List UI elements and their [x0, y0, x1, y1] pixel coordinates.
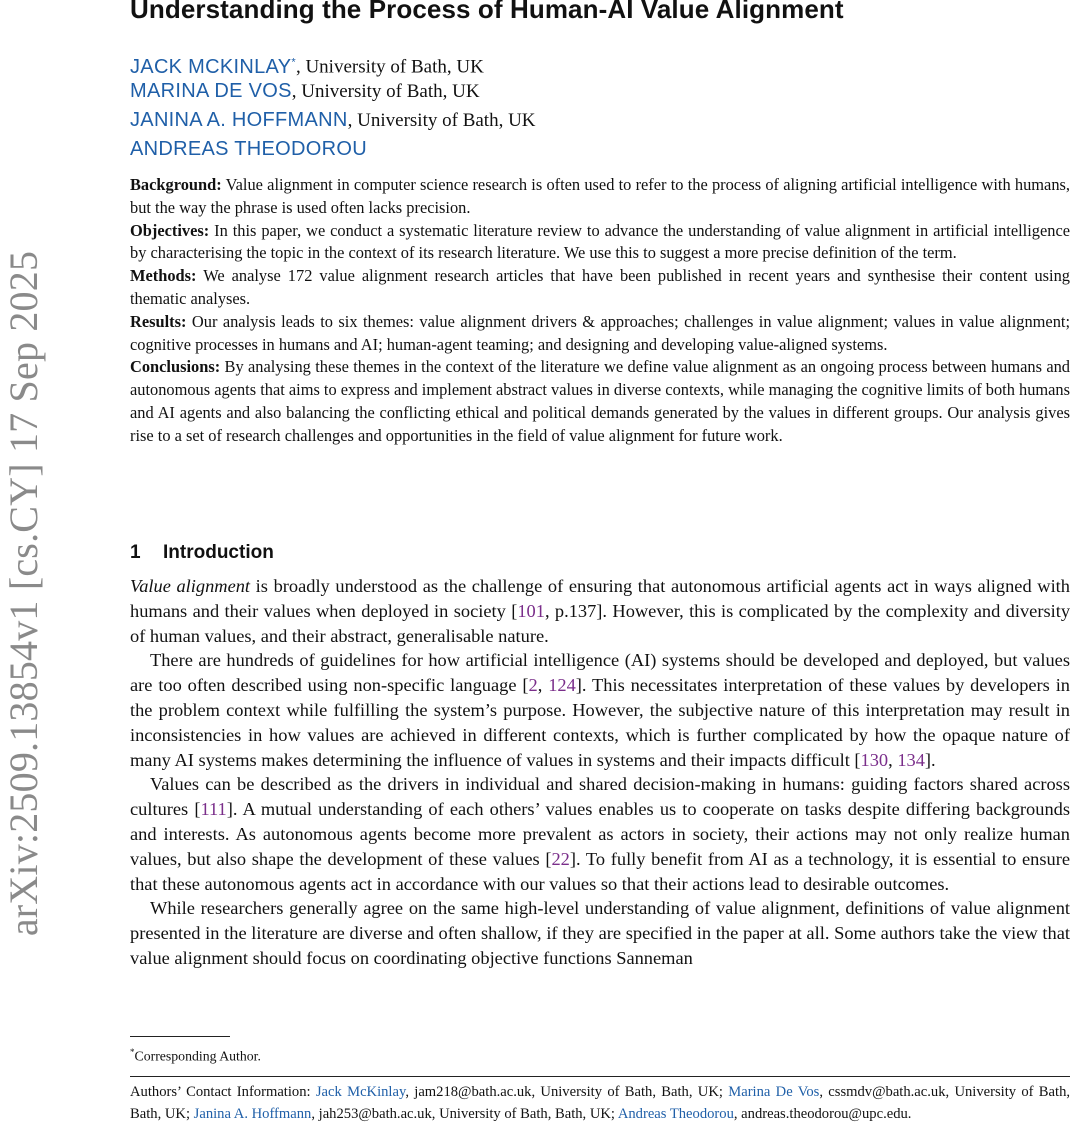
- abstract-background: Background: Value alignment in computer science research is often used to refer to the process of aligning artificial intelligence with humans, but the way the phrase is used often lacks precision.: [130, 175, 1070, 217]
- section-number: 1: [130, 542, 141, 563]
- author-list: [130, 48, 1070, 164]
- arxiv-id: arXiv:2509.13854v1 [cs.CY] 17 Sep 2025: [1, 250, 47, 937]
- author-entry: [130, 135, 1070, 164]
- paragraph: While researchers generally agree on the same high-level understanding of value alignment, definitions of value alignment presented in the literature are diverse and often shallow, if they are specified in the paper at all. Some authors take the view that value alignment should focus on coordinating objective functions Sanneman: [130, 898, 1070, 968]
- author-name[interactable]: JANINA A. HOFFMANN: [130, 109, 348, 131]
- paper-title: Understanding the Process of Human-AI Value Alignment: [130, 0, 844, 24]
- author-affiliation: , University of Bath, UK: [295, 56, 484, 78]
- author-link[interactable]: Janina A. Hoffmann: [193, 1106, 312, 1122]
- author-link[interactable]: Andreas Theodorou: [617, 1106, 734, 1122]
- arxiv-sidebar-stamp: [0, 216, 48, 971]
- author-entry: [130, 48, 1070, 77]
- abstract-methods: Methods: We analyse 172 value alignment research articles that have been published in recent years and synthesise their content using thematic analyses.: [130, 266, 1070, 308]
- citation-link[interactable]: 130: [860, 749, 889, 770]
- corresponding-mark: *: [291, 56, 296, 68]
- citation-link[interactable]: 22: [551, 848, 570, 869]
- section-title: Introduction: [163, 542, 274, 563]
- paragraph: Values can be described as the drivers in individual and shared decision-making in humans: guiding factors shared across cultures [111]. A mutual understanding of each others’ values enables us to cooperate on tasks despite differing backgrounds and interests. As autonomous agents become more prevalent as actors in society, their actions may not only realize human values, but also shape the development of these values [22]. To fully benefit from AI as a technology, it is essential to ensure that these autonomous agents act in accordance with our values so that their actions lead to desirable outcomes.: [130, 774, 1070, 894]
- author-name[interactable]: JACK MCKINLAY*: [130, 55, 296, 78]
- abstract-results: Results: Our analysis leads to six themes: value alignment drivers & approaches; challenges in value alignment; values in value alignment; cognitive processes in humans and AI; human-agent teaming; and designing and developing value-aligned systems.: [130, 311, 1070, 354]
- author-affiliation: , University of Bath, UK: [291, 81, 480, 102]
- citation-link[interactable]: 124: [548, 675, 576, 696]
- citation-link[interactable]: 2: [528, 675, 538, 696]
- emphasis-term: Value alignment: [130, 576, 251, 596]
- author-entry: [130, 77, 1070, 106]
- introduction-body: [130, 574, 1070, 971]
- abstract-objectives: Objectives: In this paper, we conduct a systematic literature review to advance the understanding of value alignment in artificial intelligence by characterising the topic in the context of its research literature. We use this to suggest a more precise definition of the term.: [130, 220, 1070, 263]
- abstract-conclusions: Conclusions: By analysing these themes in the context of the literature we define value alignment as an ongoing process between humans and autonomous agents that aims to express and implement abstract values in diverse contexts, while managing the cognitive limits of both humans and AI agents and also balancing the conflicting ethical and political demands generated by the values in different groups. Our analysis gives rise to a set of research challenges and opportunities in the field of value alignment for future work.: [130, 357, 1070, 445]
- citation-link[interactable]: 111: [200, 799, 227, 820]
- footnote: [130, 1043, 1070, 1066]
- author-name[interactable]: ANDREAS THEODOROU: [130, 138, 367, 160]
- author-entry: [130, 106, 1070, 135]
- abstract: [130, 174, 1070, 448]
- footnote-mark: *: [130, 1047, 135, 1057]
- author-affiliation: , University of Bath, UK: [347, 110, 536, 131]
- paragraph: There are hundreds of guidelines for how artificial intelligence (AI) systems should be developed and deployed, but values are too often described using non-specific language [2, 124]. This necessitates interpretation of these values by developers in the problem context while fulfilling the system’s purpose. However, the subjective nature of this interpretation may result in inconsistencies in how values are achieved in different contexts, which is further complicated by how the opaque nature of many AI systems makes determining the influence of values in systems and their impacts difficult [130, 134].: [130, 650, 1071, 770]
- footnote-text: Corresponding Author.: [134, 1048, 261, 1064]
- author-link[interactable]: Jack McKinlay: [315, 1084, 406, 1100]
- author-contact-information: Authors’ Contact Information: Jack McKinlay, jam218@bath.ac.uk, University of Bath, Bath, UK; Marina De Vos, cssmdv@bath.ac.uk, University of Bath, Bath, UK; Janina A. Hoffmann, jah253@bath.ac.uk, University of Bath, Bath, UK; Andreas Theodorou, andreas.theodorou@upc.edu.: [130, 1084, 1071, 1122]
- footnote-divider: [130, 1036, 230, 1037]
- contact-divider: [130, 1076, 1070, 1077]
- citation-link[interactable]: 134: [897, 749, 925, 770]
- paragraph: Value alignment is broadly understood as the challenge of ensuring that autonomous artificial agents act in ways aligned with humans and their values when deployed in society [101, p.137]. However, this is complicated by the complexity and diversity of human values, and their abstract, generalisable nature.: [130, 576, 1071, 646]
- citation-link[interactable]: 101: [517, 600, 545, 621]
- author-name[interactable]: MARINA DE VOS: [130, 80, 292, 102]
- section-heading-introduction: [130, 542, 1070, 564]
- author-link[interactable]: Marina De Vos: [728, 1084, 820, 1100]
